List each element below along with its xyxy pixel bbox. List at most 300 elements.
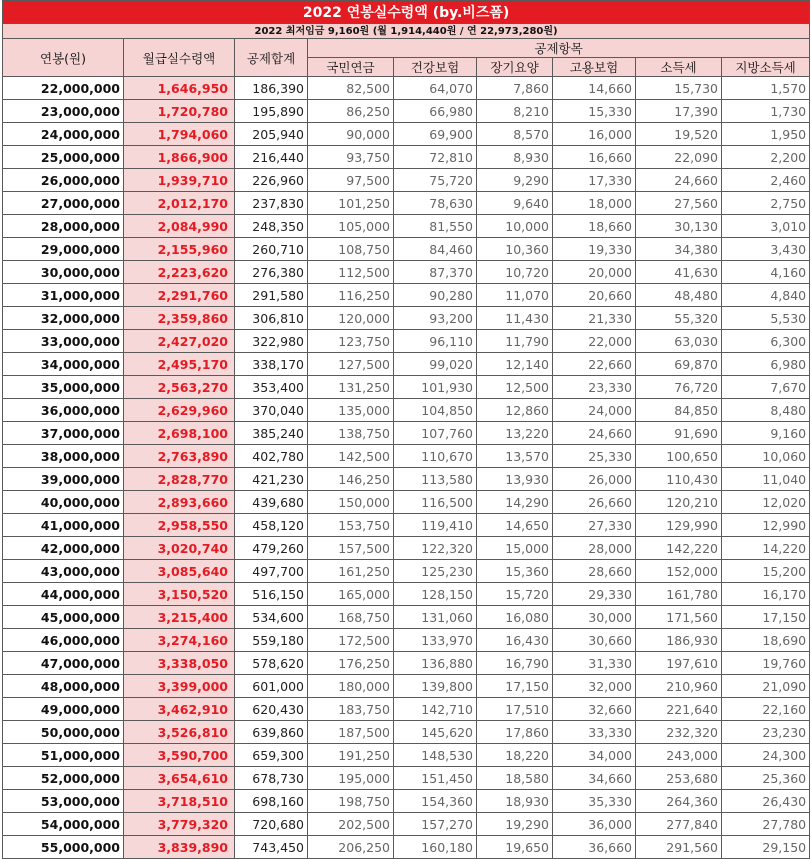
cell-salary: 29,000,000 bbox=[3, 238, 124, 261]
cell-local-income-tax: 7,670 bbox=[722, 376, 810, 399]
cell-salary: 36,000,000 bbox=[3, 399, 124, 422]
cell-national-pension: 172,500 bbox=[308, 629, 394, 652]
cell-national-pension: 168,750 bbox=[308, 606, 394, 629]
cell-long-term-care: 19,650 bbox=[477, 836, 553, 859]
cell-local-income-tax: 22,160 bbox=[722, 698, 810, 721]
cell-long-term-care: 11,070 bbox=[477, 284, 553, 307]
cell-national-pension: 198,750 bbox=[308, 790, 394, 813]
cell-health-insurance: 145,620 bbox=[394, 721, 477, 744]
table-row bbox=[3, 698, 810, 721]
cell-income-tax: 264,360 bbox=[636, 790, 722, 813]
cell-long-term-care: 18,580 bbox=[477, 767, 553, 790]
cell-local-income-tax: 21,090 bbox=[722, 675, 810, 698]
cell-deduction-total: 291,580 bbox=[235, 284, 308, 307]
cell-net-pay: 2,763,890 bbox=[124, 445, 235, 468]
cell-health-insurance: 64,070 bbox=[394, 77, 477, 100]
table-row bbox=[3, 560, 810, 583]
cell-national-pension: 161,250 bbox=[308, 560, 394, 583]
cell-national-pension: 123,750 bbox=[308, 330, 394, 353]
cell-salary: 54,000,000 bbox=[3, 813, 124, 836]
table-row bbox=[3, 813, 810, 836]
cell-national-pension: 93,750 bbox=[308, 146, 394, 169]
cell-employment-insurance: 35,330 bbox=[553, 790, 636, 813]
cell-long-term-care: 17,510 bbox=[477, 698, 553, 721]
cell-salary: 40,000,000 bbox=[3, 491, 124, 514]
cell-net-pay: 2,495,170 bbox=[124, 353, 235, 376]
cell-long-term-care: 17,860 bbox=[477, 721, 553, 744]
table-body bbox=[3, 77, 810, 859]
cell-deduction-total: 353,400 bbox=[235, 376, 308, 399]
cell-employment-insurance: 28,660 bbox=[553, 560, 636, 583]
cell-health-insurance: 84,460 bbox=[394, 238, 477, 261]
cell-deduction-total: 516,150 bbox=[235, 583, 308, 606]
table-row bbox=[3, 537, 810, 560]
cell-local-income-tax: 19,760 bbox=[722, 652, 810, 675]
cell-national-pension: 90,000 bbox=[308, 123, 394, 146]
cell-local-income-tax: 4,160 bbox=[722, 261, 810, 284]
cell-long-term-care: 12,860 bbox=[477, 399, 553, 422]
cell-net-pay: 2,629,960 bbox=[124, 399, 235, 422]
cell-long-term-care: 10,000 bbox=[477, 215, 553, 238]
cell-health-insurance: 119,410 bbox=[394, 514, 477, 537]
cell-salary: 45,000,000 bbox=[3, 606, 124, 629]
cell-income-tax: 30,130 bbox=[636, 215, 722, 238]
cell-health-insurance: 160,180 bbox=[394, 836, 477, 859]
cell-long-term-care: 13,570 bbox=[477, 445, 553, 468]
table-row bbox=[3, 445, 810, 468]
cell-health-insurance: 90,280 bbox=[394, 284, 477, 307]
table-row bbox=[3, 583, 810, 606]
cell-health-insurance: 104,850 bbox=[394, 399, 477, 422]
cell-national-pension: 180,000 bbox=[308, 675, 394, 698]
cell-income-tax: 171,560 bbox=[636, 606, 722, 629]
cell-income-tax: 19,520 bbox=[636, 123, 722, 146]
cell-salary: 47,000,000 bbox=[3, 652, 124, 675]
cell-employment-insurance: 36,000 bbox=[553, 813, 636, 836]
cell-deduction-total: 497,700 bbox=[235, 560, 308, 583]
cell-salary: 30,000,000 bbox=[3, 261, 124, 284]
cell-health-insurance: 75,720 bbox=[394, 169, 477, 192]
cell-salary: 38,000,000 bbox=[3, 445, 124, 468]
cell-net-pay: 3,462,910 bbox=[124, 698, 235, 721]
cell-national-pension: 157,500 bbox=[308, 537, 394, 560]
table-row bbox=[3, 100, 810, 123]
cell-salary: 31,000,000 bbox=[3, 284, 124, 307]
cell-income-tax: 243,000 bbox=[636, 744, 722, 767]
cell-health-insurance: 148,530 bbox=[394, 744, 477, 767]
cell-net-pay: 3,274,160 bbox=[124, 629, 235, 652]
cell-health-insurance: 131,060 bbox=[394, 606, 477, 629]
cell-long-term-care: 8,210 bbox=[477, 100, 553, 123]
cell-employment-insurance: 20,000 bbox=[553, 261, 636, 284]
cell-long-term-care: 8,930 bbox=[477, 146, 553, 169]
header-long-term-care: 장기요양 bbox=[477, 58, 553, 77]
cell-local-income-tax: 25,360 bbox=[722, 767, 810, 790]
cell-net-pay: 2,698,100 bbox=[124, 422, 235, 445]
cell-salary: 33,000,000 bbox=[3, 330, 124, 353]
cell-net-pay: 3,718,510 bbox=[124, 790, 235, 813]
sheet-title: 2022 연봉실수령액 (by.비즈폼) bbox=[3, 1, 810, 24]
cell-income-tax: 76,720 bbox=[636, 376, 722, 399]
cell-employment-insurance: 22,660 bbox=[553, 353, 636, 376]
cell-long-term-care: 10,720 bbox=[477, 261, 553, 284]
cell-employment-insurance: 23,330 bbox=[553, 376, 636, 399]
cell-employment-insurance: 14,660 bbox=[553, 77, 636, 100]
cell-employment-insurance: 32,660 bbox=[553, 698, 636, 721]
cell-health-insurance: 154,360 bbox=[394, 790, 477, 813]
cell-income-tax: 253,680 bbox=[636, 767, 722, 790]
cell-employment-insurance: 25,330 bbox=[553, 445, 636, 468]
cell-deduction-total: 306,810 bbox=[235, 307, 308, 330]
cell-net-pay: 2,563,270 bbox=[124, 376, 235, 399]
cell-employment-insurance: 15,330 bbox=[553, 100, 636, 123]
cell-health-insurance: 110,670 bbox=[394, 445, 477, 468]
cell-income-tax: 152,000 bbox=[636, 560, 722, 583]
cell-health-insurance: 69,900 bbox=[394, 123, 477, 146]
header-national-pension: 국민연금 bbox=[308, 58, 394, 77]
cell-deduction-total: 385,240 bbox=[235, 422, 308, 445]
cell-national-pension: 108,750 bbox=[308, 238, 394, 261]
cell-national-pension: 165,000 bbox=[308, 583, 394, 606]
cell-local-income-tax: 24,300 bbox=[722, 744, 810, 767]
cell-employment-insurance: 26,000 bbox=[553, 468, 636, 491]
cell-deduction-total: 195,890 bbox=[235, 100, 308, 123]
cell-deduction-total: 226,960 bbox=[235, 169, 308, 192]
table-row bbox=[3, 123, 810, 146]
cell-net-pay: 2,828,770 bbox=[124, 468, 235, 491]
cell-income-tax: 15,730 bbox=[636, 77, 722, 100]
cell-employment-insurance: 21,330 bbox=[553, 307, 636, 330]
cell-net-pay: 1,720,780 bbox=[124, 100, 235, 123]
cell-income-tax: 232,320 bbox=[636, 721, 722, 744]
cell-employment-insurance: 19,330 bbox=[553, 238, 636, 261]
cell-health-insurance: 136,880 bbox=[394, 652, 477, 675]
cell-local-income-tax: 3,010 bbox=[722, 215, 810, 238]
table-row bbox=[3, 652, 810, 675]
cell-local-income-tax: 27,780 bbox=[722, 813, 810, 836]
cell-employment-insurance: 17,330 bbox=[553, 169, 636, 192]
table-row bbox=[3, 77, 810, 100]
cell-health-insurance: 157,270 bbox=[394, 813, 477, 836]
cell-net-pay: 3,020,740 bbox=[124, 537, 235, 560]
cell-income-tax: 27,560 bbox=[636, 192, 722, 215]
header-deduction-items: 공제항목 bbox=[308, 39, 810, 58]
cell-national-pension: 131,250 bbox=[308, 376, 394, 399]
table-row bbox=[3, 353, 810, 376]
cell-local-income-tax: 10,060 bbox=[722, 445, 810, 468]
cell-long-term-care: 7,860 bbox=[477, 77, 553, 100]
cell-deduction-total: 248,350 bbox=[235, 215, 308, 238]
cell-deduction-total: 216,440 bbox=[235, 146, 308, 169]
cell-income-tax: 84,850 bbox=[636, 399, 722, 422]
cell-employment-insurance: 30,000 bbox=[553, 606, 636, 629]
cell-deduction-total: 276,380 bbox=[235, 261, 308, 284]
cell-local-income-tax: 29,150 bbox=[722, 836, 810, 859]
cell-employment-insurance: 29,330 bbox=[553, 583, 636, 606]
cell-salary: 52,000,000 bbox=[3, 767, 124, 790]
cell-salary: 23,000,000 bbox=[3, 100, 124, 123]
cell-deduction-total: 186,390 bbox=[235, 77, 308, 100]
cell-employment-insurance: 30,660 bbox=[553, 629, 636, 652]
cell-long-term-care: 18,930 bbox=[477, 790, 553, 813]
cell-net-pay: 2,223,620 bbox=[124, 261, 235, 284]
cell-salary: 46,000,000 bbox=[3, 629, 124, 652]
cell-local-income-tax: 2,750 bbox=[722, 192, 810, 215]
cell-salary: 35,000,000 bbox=[3, 376, 124, 399]
cell-net-pay: 3,779,320 bbox=[124, 813, 235, 836]
cell-health-insurance: 78,630 bbox=[394, 192, 477, 215]
table-row bbox=[3, 399, 810, 422]
cell-long-term-care: 16,430 bbox=[477, 629, 553, 652]
cell-deduction-total: 659,300 bbox=[235, 744, 308, 767]
cell-income-tax: 17,390 bbox=[636, 100, 722, 123]
cell-income-tax: 34,380 bbox=[636, 238, 722, 261]
cell-employment-insurance: 22,000 bbox=[553, 330, 636, 353]
cell-national-pension: 101,250 bbox=[308, 192, 394, 215]
cell-health-insurance: 151,450 bbox=[394, 767, 477, 790]
cell-net-pay: 3,150,520 bbox=[124, 583, 235, 606]
cell-salary: 44,000,000 bbox=[3, 583, 124, 606]
cell-income-tax: 110,430 bbox=[636, 468, 722, 491]
table-row bbox=[3, 307, 810, 330]
cell-local-income-tax: 16,170 bbox=[722, 583, 810, 606]
table-row bbox=[3, 790, 810, 813]
cell-net-pay: 3,839,890 bbox=[124, 836, 235, 859]
cell-employment-insurance: 16,000 bbox=[553, 123, 636, 146]
cell-long-term-care: 15,360 bbox=[477, 560, 553, 583]
cell-health-insurance: 93,200 bbox=[394, 307, 477, 330]
cell-net-pay: 3,215,400 bbox=[124, 606, 235, 629]
cell-national-pension: 86,250 bbox=[308, 100, 394, 123]
cell-long-term-care: 17,150 bbox=[477, 675, 553, 698]
sheet-subtitle: 2022 최저임금 9,160원 (월 1,914,440원 / 연 22,973,280원) bbox=[3, 24, 810, 39]
cell-employment-insurance: 16,660 bbox=[553, 146, 636, 169]
cell-net-pay: 1,939,710 bbox=[124, 169, 235, 192]
cell-salary: 37,000,000 bbox=[3, 422, 124, 445]
cell-employment-insurance: 33,330 bbox=[553, 721, 636, 744]
cell-salary: 41,000,000 bbox=[3, 514, 124, 537]
cell-local-income-tax: 1,570 bbox=[722, 77, 810, 100]
cell-national-pension: 138,750 bbox=[308, 422, 394, 445]
cell-national-pension: 116,250 bbox=[308, 284, 394, 307]
header-health-insurance: 건강보험 bbox=[394, 58, 477, 77]
cell-local-income-tax: 6,300 bbox=[722, 330, 810, 353]
cell-national-pension: 202,500 bbox=[308, 813, 394, 836]
header-income-tax: 소득세 bbox=[636, 58, 722, 77]
cell-employment-insurance: 20,660 bbox=[553, 284, 636, 307]
cell-national-pension: 150,000 bbox=[308, 491, 394, 514]
cell-local-income-tax: 23,230 bbox=[722, 721, 810, 744]
cell-salary: 25,000,000 bbox=[3, 146, 124, 169]
cell-long-term-care: 15,000 bbox=[477, 537, 553, 560]
table-row bbox=[3, 284, 810, 307]
cell-salary: 53,000,000 bbox=[3, 790, 124, 813]
cell-long-term-care: 18,220 bbox=[477, 744, 553, 767]
cell-employment-insurance: 18,660 bbox=[553, 215, 636, 238]
cell-deduction-total: 620,430 bbox=[235, 698, 308, 721]
cell-net-pay: 2,427,020 bbox=[124, 330, 235, 353]
table-row bbox=[3, 330, 810, 353]
table-row bbox=[3, 376, 810, 399]
cell-net-pay: 1,794,060 bbox=[124, 123, 235, 146]
cell-employment-insurance: 34,660 bbox=[553, 767, 636, 790]
cell-long-term-care: 12,500 bbox=[477, 376, 553, 399]
cell-income-tax: 277,840 bbox=[636, 813, 722, 836]
cell-deduction-total: 479,260 bbox=[235, 537, 308, 560]
cell-local-income-tax: 17,150 bbox=[722, 606, 810, 629]
cell-long-term-care: 8,570 bbox=[477, 123, 553, 146]
cell-national-pension: 127,500 bbox=[308, 353, 394, 376]
cell-health-insurance: 107,760 bbox=[394, 422, 477, 445]
cell-salary: 32,000,000 bbox=[3, 307, 124, 330]
cell-deduction-total: 743,450 bbox=[235, 836, 308, 859]
cell-income-tax: 120,210 bbox=[636, 491, 722, 514]
cell-national-pension: 142,500 bbox=[308, 445, 394, 468]
table-row bbox=[3, 422, 810, 445]
table-row bbox=[3, 192, 810, 215]
cell-national-pension: 135,000 bbox=[308, 399, 394, 422]
cell-national-pension: 97,500 bbox=[308, 169, 394, 192]
salary-sheet bbox=[2, 0, 809, 859]
cell-local-income-tax: 11,040 bbox=[722, 468, 810, 491]
cell-long-term-care: 13,220 bbox=[477, 422, 553, 445]
salary-table bbox=[2, 0, 810, 859]
header-net-pay: 월급실수령액 bbox=[124, 39, 235, 77]
cell-salary: 48,000,000 bbox=[3, 675, 124, 698]
cell-net-pay: 3,399,000 bbox=[124, 675, 235, 698]
cell-national-pension: 146,250 bbox=[308, 468, 394, 491]
cell-income-tax: 69,870 bbox=[636, 353, 722, 376]
cell-long-term-care: 9,640 bbox=[477, 192, 553, 215]
cell-deduction-total: 601,000 bbox=[235, 675, 308, 698]
cell-employment-insurance: 36,660 bbox=[553, 836, 636, 859]
cell-salary: 34,000,000 bbox=[3, 353, 124, 376]
cell-income-tax: 142,220 bbox=[636, 537, 722, 560]
cell-deduction-total: 559,180 bbox=[235, 629, 308, 652]
cell-income-tax: 48,480 bbox=[636, 284, 722, 307]
cell-income-tax: 63,030 bbox=[636, 330, 722, 353]
cell-long-term-care: 12,140 bbox=[477, 353, 553, 376]
cell-long-term-care: 13,930 bbox=[477, 468, 553, 491]
cell-deduction-total: 402,780 bbox=[235, 445, 308, 468]
cell-income-tax: 22,090 bbox=[636, 146, 722, 169]
cell-deduction-total: 458,120 bbox=[235, 514, 308, 537]
cell-deduction-total: 698,160 bbox=[235, 790, 308, 813]
cell-national-pension: 183,750 bbox=[308, 698, 394, 721]
cell-employment-insurance: 18,000 bbox=[553, 192, 636, 215]
cell-local-income-tax: 1,730 bbox=[722, 100, 810, 123]
cell-salary: 49,000,000 bbox=[3, 698, 124, 721]
cell-net-pay: 3,654,610 bbox=[124, 767, 235, 790]
cell-long-term-care: 16,080 bbox=[477, 606, 553, 629]
cell-employment-insurance: 27,330 bbox=[553, 514, 636, 537]
cell-health-insurance: 142,710 bbox=[394, 698, 477, 721]
cell-local-income-tax: 4,840 bbox=[722, 284, 810, 307]
cell-income-tax: 221,640 bbox=[636, 698, 722, 721]
table-row bbox=[3, 514, 810, 537]
cell-deduction-total: 421,230 bbox=[235, 468, 308, 491]
cell-local-income-tax: 14,220 bbox=[722, 537, 810, 560]
cell-long-term-care: 11,430 bbox=[477, 307, 553, 330]
header-employment-insurance: 고용보험 bbox=[553, 58, 636, 77]
cell-net-pay: 1,646,950 bbox=[124, 77, 235, 100]
cell-health-insurance: 122,320 bbox=[394, 537, 477, 560]
cell-deduction-total: 370,040 bbox=[235, 399, 308, 422]
cell-national-pension: 206,250 bbox=[308, 836, 394, 859]
table-row bbox=[3, 491, 810, 514]
cell-salary: 42,000,000 bbox=[3, 537, 124, 560]
cell-national-pension: 191,250 bbox=[308, 744, 394, 767]
cell-local-income-tax: 2,460 bbox=[722, 169, 810, 192]
cell-long-term-care: 14,290 bbox=[477, 491, 553, 514]
cell-salary: 28,000,000 bbox=[3, 215, 124, 238]
cell-local-income-tax: 12,020 bbox=[722, 491, 810, 514]
cell-salary: 27,000,000 bbox=[3, 192, 124, 215]
cell-income-tax: 129,990 bbox=[636, 514, 722, 537]
cell-local-income-tax: 1,950 bbox=[722, 123, 810, 146]
table-row bbox=[3, 767, 810, 790]
cell-health-insurance: 125,230 bbox=[394, 560, 477, 583]
table-row bbox=[3, 721, 810, 744]
cell-health-insurance: 101,930 bbox=[394, 376, 477, 399]
cell-long-term-care: 9,290 bbox=[477, 169, 553, 192]
cell-health-insurance: 87,370 bbox=[394, 261, 477, 284]
cell-employment-insurance: 34,000 bbox=[553, 744, 636, 767]
table-row bbox=[3, 606, 810, 629]
cell-salary: 43,000,000 bbox=[3, 560, 124, 583]
cell-net-pay: 2,958,550 bbox=[124, 514, 235, 537]
cell-net-pay: 3,526,810 bbox=[124, 721, 235, 744]
cell-salary: 51,000,000 bbox=[3, 744, 124, 767]
cell-salary: 24,000,000 bbox=[3, 123, 124, 146]
table-row bbox=[3, 169, 810, 192]
cell-national-pension: 187,500 bbox=[308, 721, 394, 744]
cell-health-insurance: 139,800 bbox=[394, 675, 477, 698]
cell-local-income-tax: 15,200 bbox=[722, 560, 810, 583]
cell-salary: 22,000,000 bbox=[3, 77, 124, 100]
cell-long-term-care: 10,360 bbox=[477, 238, 553, 261]
cell-local-income-tax: 18,690 bbox=[722, 629, 810, 652]
cell-local-income-tax: 8,480 bbox=[722, 399, 810, 422]
cell-deduction-total: 578,620 bbox=[235, 652, 308, 675]
cell-income-tax: 91,690 bbox=[636, 422, 722, 445]
cell-net-pay: 3,590,700 bbox=[124, 744, 235, 767]
cell-national-pension: 82,500 bbox=[308, 77, 394, 100]
cell-long-term-care: 16,790 bbox=[477, 652, 553, 675]
cell-national-pension: 105,000 bbox=[308, 215, 394, 238]
table-row bbox=[3, 744, 810, 767]
cell-income-tax: 41,630 bbox=[636, 261, 722, 284]
cell-health-insurance: 128,150 bbox=[394, 583, 477, 606]
cell-income-tax: 291,560 bbox=[636, 836, 722, 859]
header-local-income-tax: 지방소득세 bbox=[722, 58, 810, 77]
cell-income-tax: 186,930 bbox=[636, 629, 722, 652]
cell-health-insurance: 116,500 bbox=[394, 491, 477, 514]
cell-net-pay: 2,893,660 bbox=[124, 491, 235, 514]
cell-employment-insurance: 31,330 bbox=[553, 652, 636, 675]
cell-salary: 50,000,000 bbox=[3, 721, 124, 744]
cell-long-term-care: 19,290 bbox=[477, 813, 553, 836]
cell-net-pay: 3,338,050 bbox=[124, 652, 235, 675]
cell-net-pay: 2,291,760 bbox=[124, 284, 235, 307]
cell-net-pay: 2,084,990 bbox=[124, 215, 235, 238]
cell-deduction-total: 338,170 bbox=[235, 353, 308, 376]
cell-employment-insurance: 28,000 bbox=[553, 537, 636, 560]
cell-national-pension: 112,500 bbox=[308, 261, 394, 284]
cell-health-insurance: 113,580 bbox=[394, 468, 477, 491]
cell-income-tax: 100,650 bbox=[636, 445, 722, 468]
cell-deduction-total: 205,940 bbox=[235, 123, 308, 146]
